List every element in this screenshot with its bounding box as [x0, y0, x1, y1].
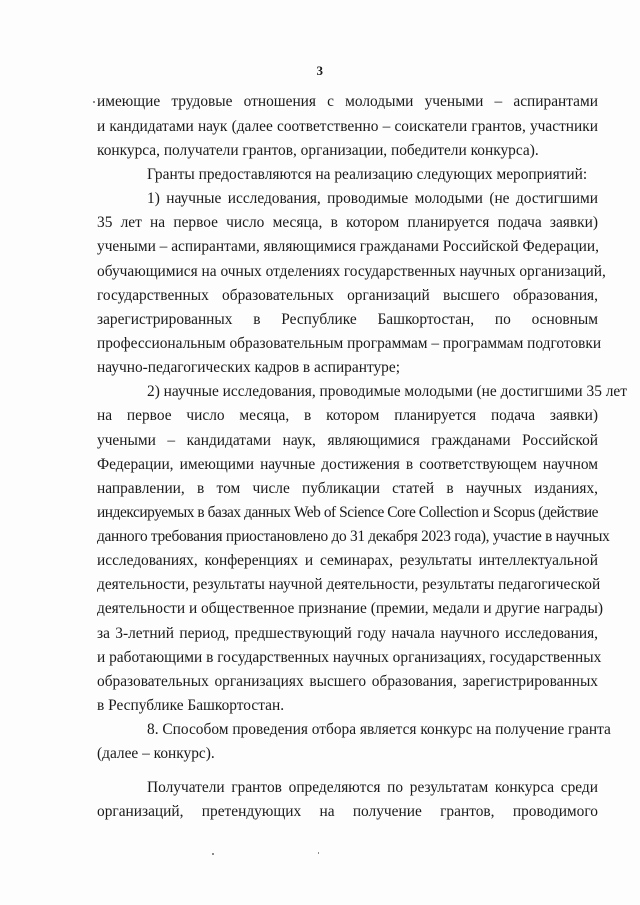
scan-speck [212, 853, 214, 855]
text-line: конкурса, получатели грантов, организации, победители конкурса). [97, 142, 539, 159]
text-line: обучающимися на очных отделениях государственных научных организаций, [97, 263, 606, 280]
text-line: профессиональным образовательным программам – программам подготовки [97, 335, 602, 352]
text-line: в Республике Башкортостан. [97, 697, 285, 714]
page-number: 3 [316, 63, 324, 78]
text-line: исследованиях, конференциях и семинарах, результаты интеллектуальной [97, 552, 598, 569]
text-line: Гранты предоставляются на реализацию следующих мероприятий: [147, 166, 588, 183]
text-line: индексируемых в базах данных Web of Science Core Collection и Scopus (действие [97, 504, 598, 521]
scan-speck [93, 101, 95, 103]
text-line: 2) научные исследования, проводимые молодыми (не достигшими 35 лет [147, 383, 627, 400]
text-line: зарегистрированных в Республике Башкортостан, по основным [97, 311, 598, 328]
text-line: на первое число месяца, в котором планируется подача заявки) [97, 407, 598, 424]
text-line: организаций, претендующих на получение грантов, проводимого [97, 803, 598, 820]
text-line: деятельности, результаты научной деятельности, результаты педагогической [97, 576, 601, 593]
scan-speck [318, 852, 319, 854]
text-line: (далее – конкурс). [97, 745, 215, 762]
text-line: направлении, в том числе публикации статей в научных изданиях, [97, 480, 598, 497]
text-line: за 3-летний период, предшествующий году начала научного исследования, [97, 625, 598, 642]
text-line: данного требования приостановлено до 31 декабря 2023 года), участие в научных [97, 528, 610, 545]
text-line: учеными – кандидатами наук, являющимися гражданами Российской [97, 432, 598, 449]
text-line: 8. Способом проведения отбора является конкурс на получение гранта [147, 721, 611, 738]
text-line: Федерации, имеющими научные достижения в соответствующем научном [97, 456, 598, 473]
text-line: учеными – аспирантами, являющимися гражданами Российской Федерации, [97, 238, 599, 255]
text-line: 1) научные исследования, проводимые молодыми (не достигшими [147, 190, 598, 207]
text-line: деятельности и общественное признание (премии, медали и другие награды) [97, 600, 603, 617]
text-line: научно-педагогических кадров в аспирантуре; [97, 359, 400, 376]
text-line: и работающими в государственных научных организациях, государственных [97, 649, 602, 666]
text-line: Получатели грантов определяются по результатам конкурса среди [147, 779, 598, 796]
text-line: имеющие трудовые отношения с молодыми учеными – аспирантами [97, 93, 598, 110]
text-line: государственных образовательных организаций высшего образования, [97, 287, 598, 304]
text-line: 35 лет на первое число месяца, в котором планируется подача заявки) [97, 214, 598, 231]
text-line: и кандидатами наук (далее соответственно – соискатели грантов, участники [97, 118, 598, 135]
text-line: образовательных организациях высшего образования, зарегистрированных [97, 673, 598, 690]
